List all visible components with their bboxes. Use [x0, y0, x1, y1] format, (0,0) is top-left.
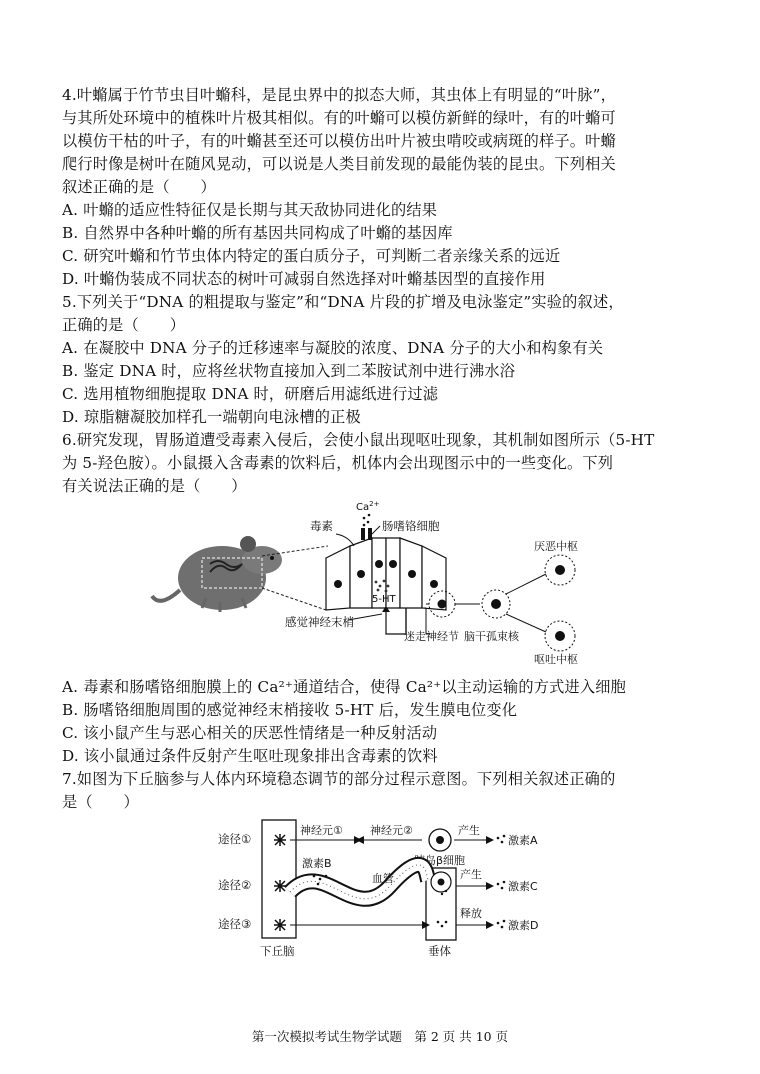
q6-option-d: D. 该小鼠通过条件反射产生呕吐现象排出含毒素的饮料 [62, 747, 438, 765]
produce-label-2: 产生 [460, 868, 482, 881]
q5-option-d: D. 琼脂糖凝胶加样孔一端朝向电泳槽的正极 [62, 408, 361, 426]
neuron-1-label: 神经元① [300, 824, 343, 837]
calcium-label: $Ca^{2+}$ [356, 500, 380, 513]
q5-stem-line-1: 5.下列关于“DNA 的粗提取与鉴定”和“DNA 片段的扩增及电泳鉴定”实验的叙述， [62, 293, 624, 311]
q4-stem-line-4: 爬行时像是树叶在随风晃动，可以说是人类目前发现的最能伪装的昆虫。下列相关 [62, 155, 616, 173]
q4-option-a: A. 叶䗛的适应性特征仅是长期与其天敌协同进化的结果 [62, 201, 438, 219]
calcium-channel-icon [361, 514, 372, 540]
hypothalamus-label: 下丘脑 [260, 944, 295, 958]
q4-stem-line-1: 4.叶䗛属于竹节虫目叶䗛科，是昆虫界中的拟态大师，其虫体上有明显的“叶脉”， [62, 86, 616, 104]
vomiting-mechanism-figure [150, 498, 590, 670]
path-1-label: 途径① [218, 832, 252, 846]
q6-option-b: B. 肠嗜铬细胞周围的感觉神经末梢接收 5-HT 后，发生膜电位变化 [62, 701, 518, 719]
q4-option-c: C. 研究叶䗛和竹节虫体内特定的蛋白质分子，可判断二者亲缘关系的远近 [62, 247, 561, 265]
enterochromaffin-cell-label: 肠嗜铬细胞 [382, 519, 440, 533]
vomiting-center [545, 621, 575, 651]
nucleus-tractus-solitarius [482, 590, 510, 618]
produce-label-1: 产生 [458, 824, 480, 837]
neuron-2-label: 神经元② [370, 824, 413, 837]
hormone-a-label: 激素A [508, 834, 538, 847]
page-footer: 第一次模拟考试生物学试题 第 2 页 共 10 页 [251, 1029, 509, 1044]
vessel-label: 血管 [372, 872, 394, 885]
q5-option-c: C. 选用植物细胞提取 DNA 时，研磨后用滤纸进行过滤 [62, 385, 439, 403]
disgust-center-label: 厌恶中枢 [534, 540, 578, 553]
mouse-illustration [152, 536, 282, 612]
q4-option-d: D. 叶䗛伪装成不同状态的树叶可减弱自然选择对叶䗛基因型的直接作用 [62, 270, 546, 288]
disgust-center [545, 555, 575, 585]
q6-stem-line-3: 有关说法正确的是（ ） [62, 477, 247, 495]
q7-stem-line-2: 是（ ） [62, 793, 139, 811]
q7-stem-line-1: 7.如图为下丘脑参与人体内环境稳态调节的部分过程示意图。下列相关叙述正确的 [62, 770, 616, 788]
nts-label: 脑干孤束核 [464, 630, 519, 643]
path-3-label: 途径③ [218, 917, 252, 931]
5ht-label: 5-HT [372, 594, 396, 605]
q4-option-b: B. 自然界中各种叶䗛的所有基因共同构成了叶䗛的基因库 [62, 224, 453, 242]
q5-option-b: B. 鉴定 DNA 时，应将丝状物直接加入到二苯胺试剂中进行沸水浴 [62, 362, 516, 380]
q6-stem-line-1: 6.研究发现，胃肠道遭受毒素入侵后，会使小鼠出现呕吐现象，其机制如图所示（5-HT [62, 431, 655, 449]
q6-stem-line-2: 为 5-羟色胺）。小鼠摄入含毒素的饮料后，机体内会出现图示中的一些变化。下列 [62, 454, 614, 472]
sensory-nerve-ending-label: 感觉神经末梢 [285, 615, 354, 629]
hormone-c-label: 激素C [508, 880, 538, 893]
q4-stem-line-2: 与其所处环境中的植株叶片极其相似。有的叶䗛可以模仿新鲜的绿叶，有的叶䗛可 [62, 109, 616, 127]
q4-stem-line-3: 以模仿干枯的叶子，有的叶䗛甚至还可以模仿出叶片被虫啃咬或病斑的样子。叶䗛 [62, 132, 616, 150]
pituitary-label: 垂体 [428, 944, 451, 958]
hypothalamus-regulation-figure [214, 816, 554, 960]
hypothalamus-box [262, 820, 296, 938]
release-label: 释放 [460, 907, 482, 920]
q4-stem-line-5: 叙述正确的是（ ） [62, 178, 216, 196]
q6-option-a: A. 毒素和肠嗜铬细胞膜上的 Ca²⁺通道结合，使得 Ca²⁺以主动运输的方式进入细胞 [62, 678, 627, 696]
hormone-b-label: 激素B [302, 857, 332, 870]
vomiting-center-label: 呕吐中枢 [534, 653, 578, 666]
islet-beta-cell [429, 829, 451, 851]
toxin-label: 毒素 [310, 519, 333, 533]
islet-beta-cell-label: 胰岛β细胞 [414, 854, 466, 867]
q5-option-a: A. 在凝胶中 DNA 分子的迁移速率与凝胶的浓度、DNA 分子的大小和构象有关 [62, 339, 604, 357]
path-2-label: 途径② [218, 878, 252, 892]
hormone-d-label: 激素D [508, 919, 539, 932]
q6-option-c: C. 该小鼠产生与恶心相关的厌恶性情绪是一种反射活动 [62, 724, 438, 742]
q5-stem-line-2: 正确的是（ ） [62, 316, 186, 334]
vagal-ganglion-label: 迷走神经节 [404, 630, 459, 643]
